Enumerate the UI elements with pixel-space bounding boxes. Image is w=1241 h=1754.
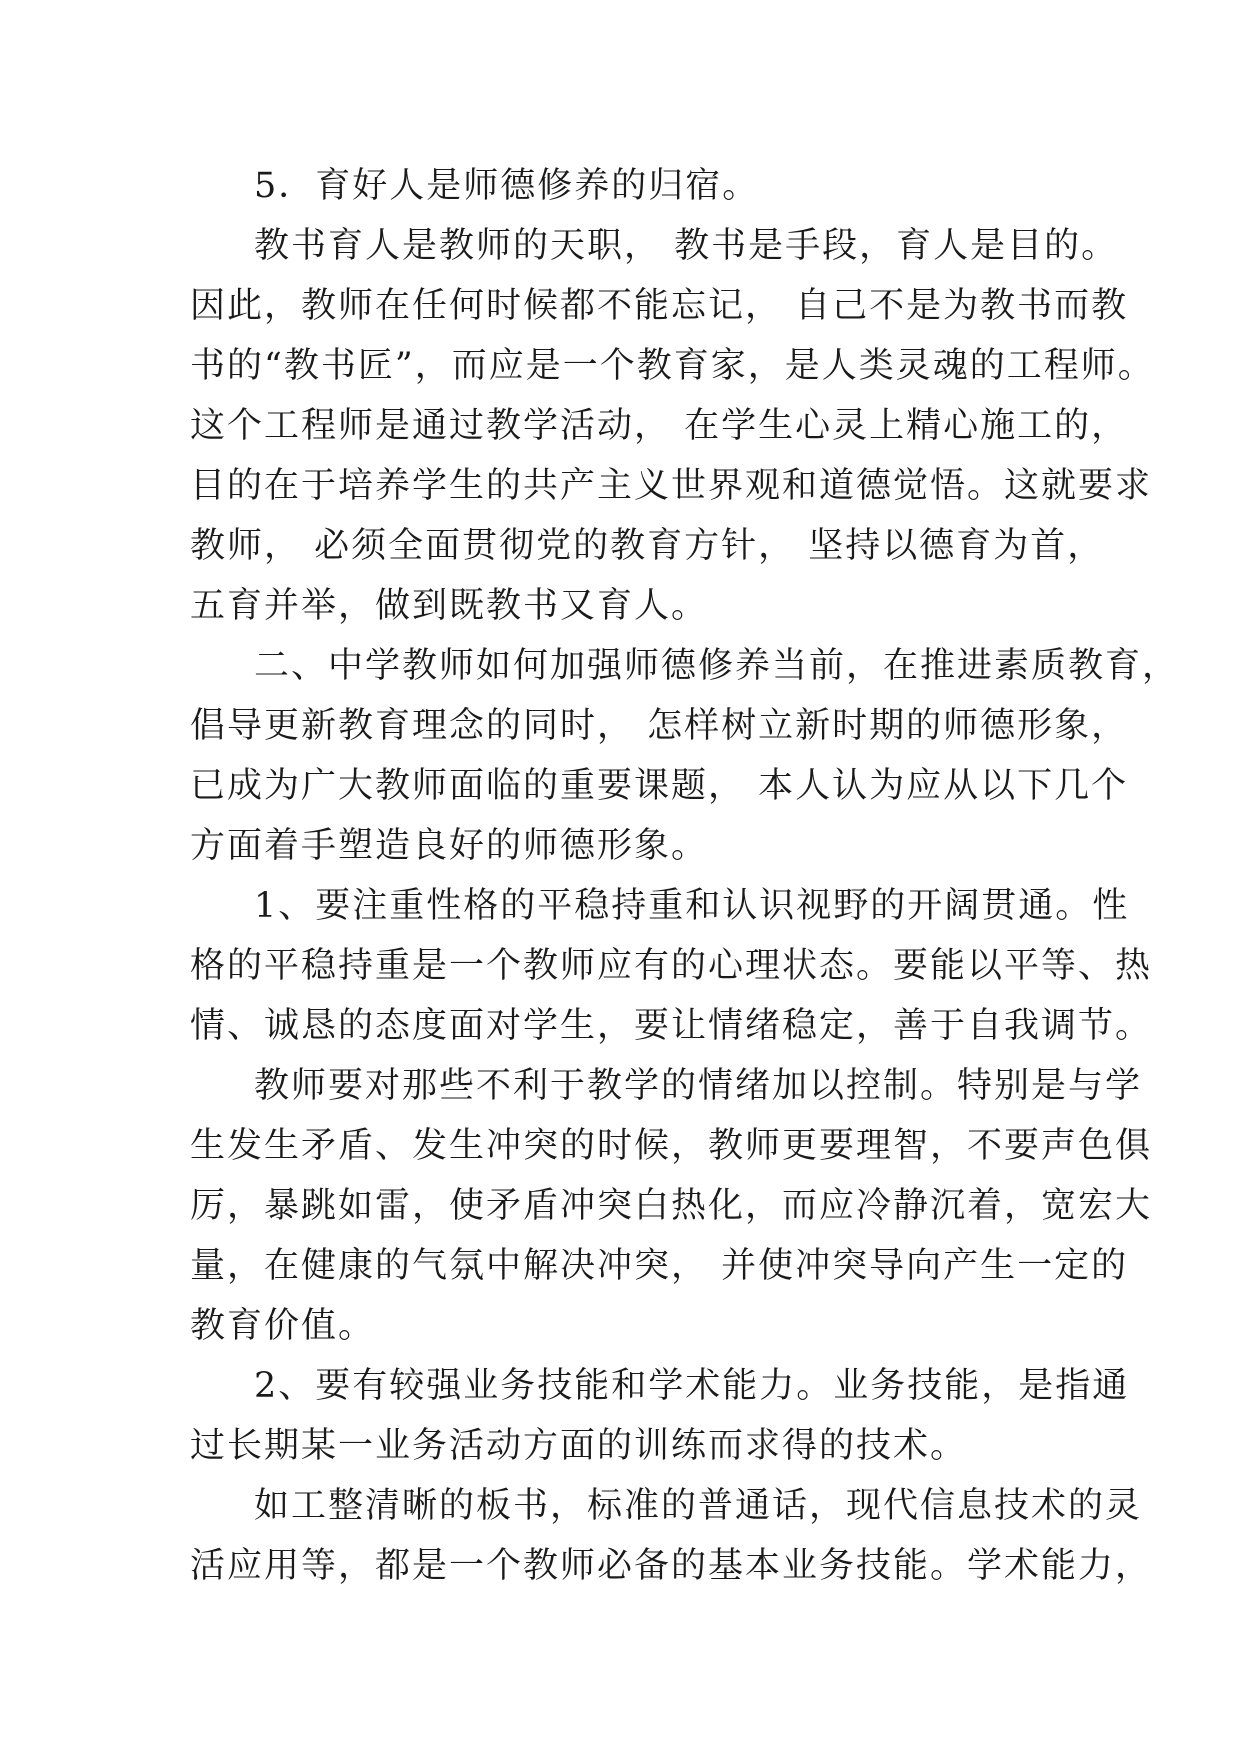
- text-line: 目的在于培养学生的共产主义世界观和道德觉悟。这就要求: [190, 466, 1153, 506]
- text-line: 5．育好人是师德修养的归宿。: [254, 166, 760, 206]
- text-line: 2、要有较强业务技能和学术能力。业务技能，是指通: [254, 1366, 1130, 1406]
- text-line: 二、中学教师如何加强师德修养当前，在推进素质教育，: [254, 646, 1180, 686]
- text-line: 教师要对那些不利于教学的情绪加以控制。特别是与学: [254, 1066, 1143, 1106]
- text-line: 量，在健康的气氛中解决冲突， 并使冲突导向产生一定的: [190, 1246, 1129, 1286]
- text-line: 书的“教书匠”，而应是一个教育家，是人类灵魂的工程师。: [190, 346, 1155, 386]
- text-line: 活应用等，都是一个教师必备的基本业务技能。学术能力，: [190, 1546, 1153, 1586]
- text-line: 过长期某一业务活动方面的训练而求得的技术。: [190, 1426, 968, 1466]
- text-line: 五育并举，做到既教书又育人。: [190, 586, 709, 626]
- text-line: 已成为广大教师面临的重要课题， 本人认为应从以下几个: [190, 766, 1129, 806]
- text-line: 教师， 必须全面贯彻党的教育方针， 坚持以德育为首，: [190, 526, 1105, 566]
- text-line: 厉，暴跳如雷，使矛盾冲突白热化，而应冷静沉着，宽宏大: [190, 1186, 1153, 1226]
- text-line: 教书育人是教师的天职， 教书是手段，育人是目的。: [254, 226, 1119, 266]
- text-line: 情、诚恳的态度面对学生，要让情绪稳定，善于自我调节。: [190, 1006, 1153, 1046]
- text-line: 如工整清晰的板书，标准的普通话，现代信息技术的灵: [254, 1486, 1143, 1526]
- text-line: 因此，教师在任何时候都不能忘记， 自己不是为教书而教: [190, 286, 1129, 326]
- text-line: 生发生矛盾、发生冲突的时候，教师更要理智，不要声色俱: [190, 1126, 1153, 1166]
- text-line: 1、要注重性格的平稳持重和认识视野的开阔贯通。性: [254, 886, 1130, 926]
- text-line: 倡导更新教育理念的同时， 怎样树立新时期的师德形象，: [190, 706, 1129, 746]
- text-line: 格的平稳持重是一个教师应有的心理状态。要能以平等、热: [190, 946, 1153, 986]
- text-line: 教育价值。: [190, 1306, 376, 1346]
- text-line: 这个工程师是通过教学活动， 在学生心灵上精心施工的，: [190, 406, 1129, 446]
- text-line: 方面着手塑造良好的师德形象。: [190, 826, 709, 866]
